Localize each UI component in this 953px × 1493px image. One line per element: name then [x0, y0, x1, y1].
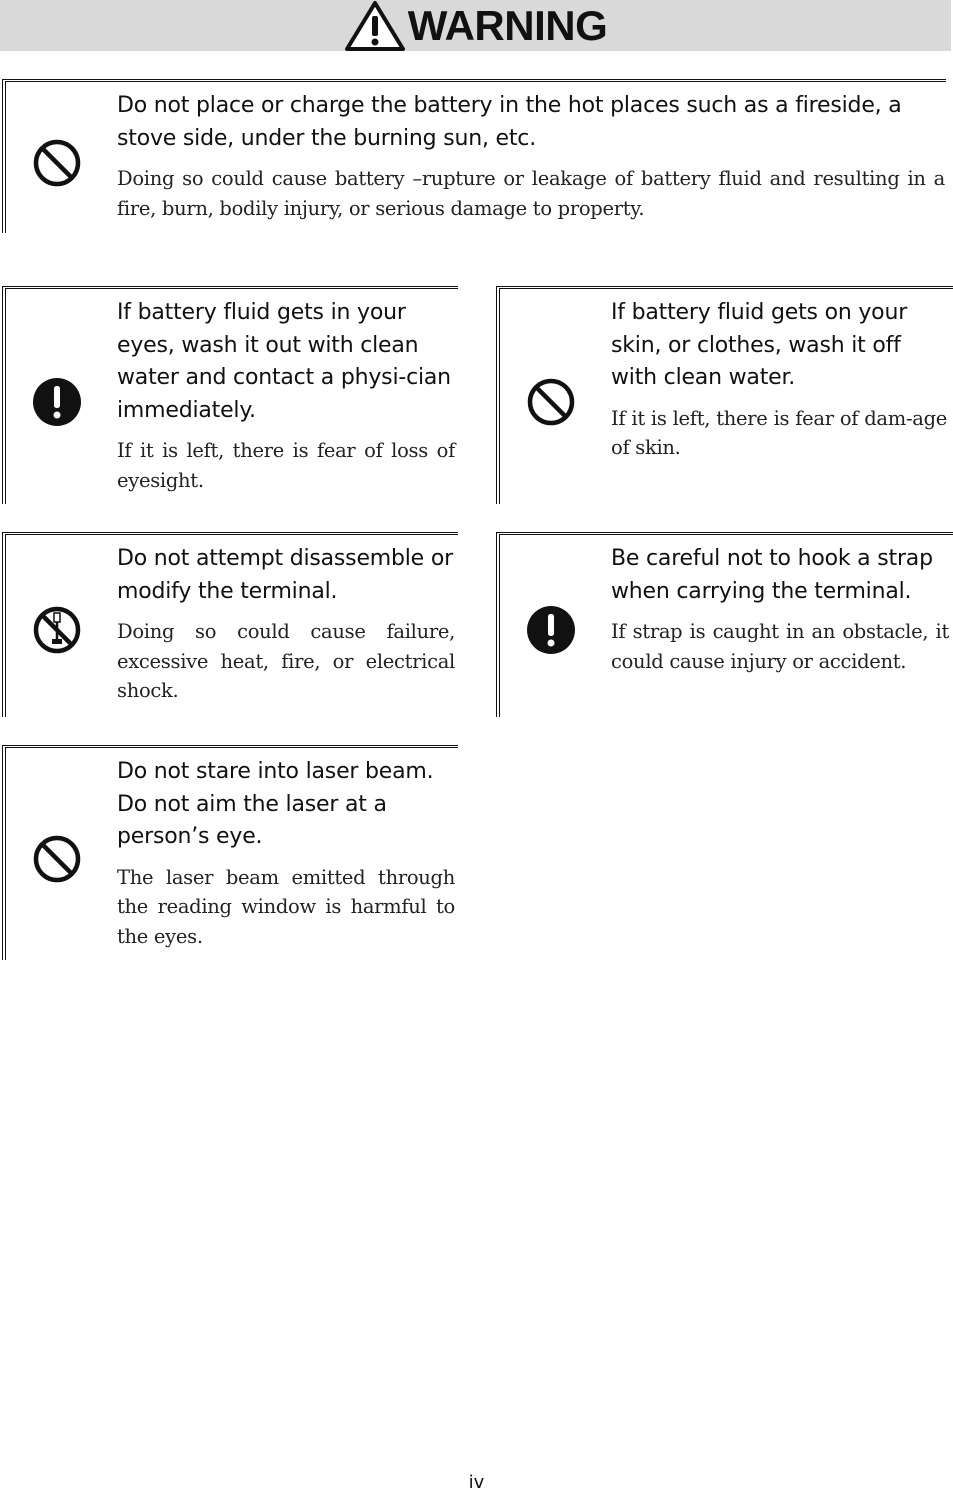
page-number: iv [468, 1472, 485, 1493]
warning-heading: Do not place or charge the battery in the hot places such as a fireside, a stove side, under the burning sun, etc. [117, 93, 902, 151]
banner-title: WARNING [407, 1, 608, 49]
warning-heading: If battery fluid gets in your eyes, wash it out with clean water and contact a physi-cian immediately. [117, 300, 451, 423]
warning-heading: Do not attempt disassemble or modify the terminal. [117, 546, 453, 604]
warning-body: If it is left, there is fear of dam-age of skin. [611, 406, 947, 459]
warning-heading: Do not stare into laser beam. Do not aim the laser at a person’s eye. [117, 759, 434, 849]
warning-box-strap [496, 532, 953, 717]
warning-box-fluid-eyes [2, 286, 458, 504]
warning-heading: If battery fluid gets on your skin, or clothes, wash it off with clean water. [611, 300, 908, 390]
warning-box-disassemble [2, 532, 458, 717]
warning-body: Doing so could cause battery –rupture or leakage of battery fluid and resulting in a fire, burn, bodily injury, or serious damage to property. [117, 167, 945, 220]
warning-banner [0, 0, 951, 51]
warning-box-hot-places [2, 79, 946, 233]
warning-box-fluid-skin [496, 286, 953, 504]
warning-box-laser [2, 745, 458, 960]
warning-body: The laser beam emitted through the reading window is harmful to the eyes. [117, 865, 455, 948]
prohibition-icon [32, 834, 82, 884]
prohibition-icon [32, 138, 82, 188]
warning-triangle-icon [344, 0, 406, 52]
warning-body: If strap is caught in an obstacle, it could cause injury or accident. [611, 620, 949, 673]
prohibition-icon [526, 377, 576, 427]
mandatory-action-icon [32, 377, 82, 427]
warning-heading: Be careful not to hook a strap when carrying the terminal. [611, 546, 933, 604]
no-disassembly-icon [32, 605, 82, 655]
warning-body: Doing so could cause failure, excessive heat, fire, or electrical shock. [117, 620, 455, 702]
mandatory-action-icon [526, 605, 576, 655]
warning-body: If it is left, there is fear of loss of eyesight. [117, 439, 455, 492]
